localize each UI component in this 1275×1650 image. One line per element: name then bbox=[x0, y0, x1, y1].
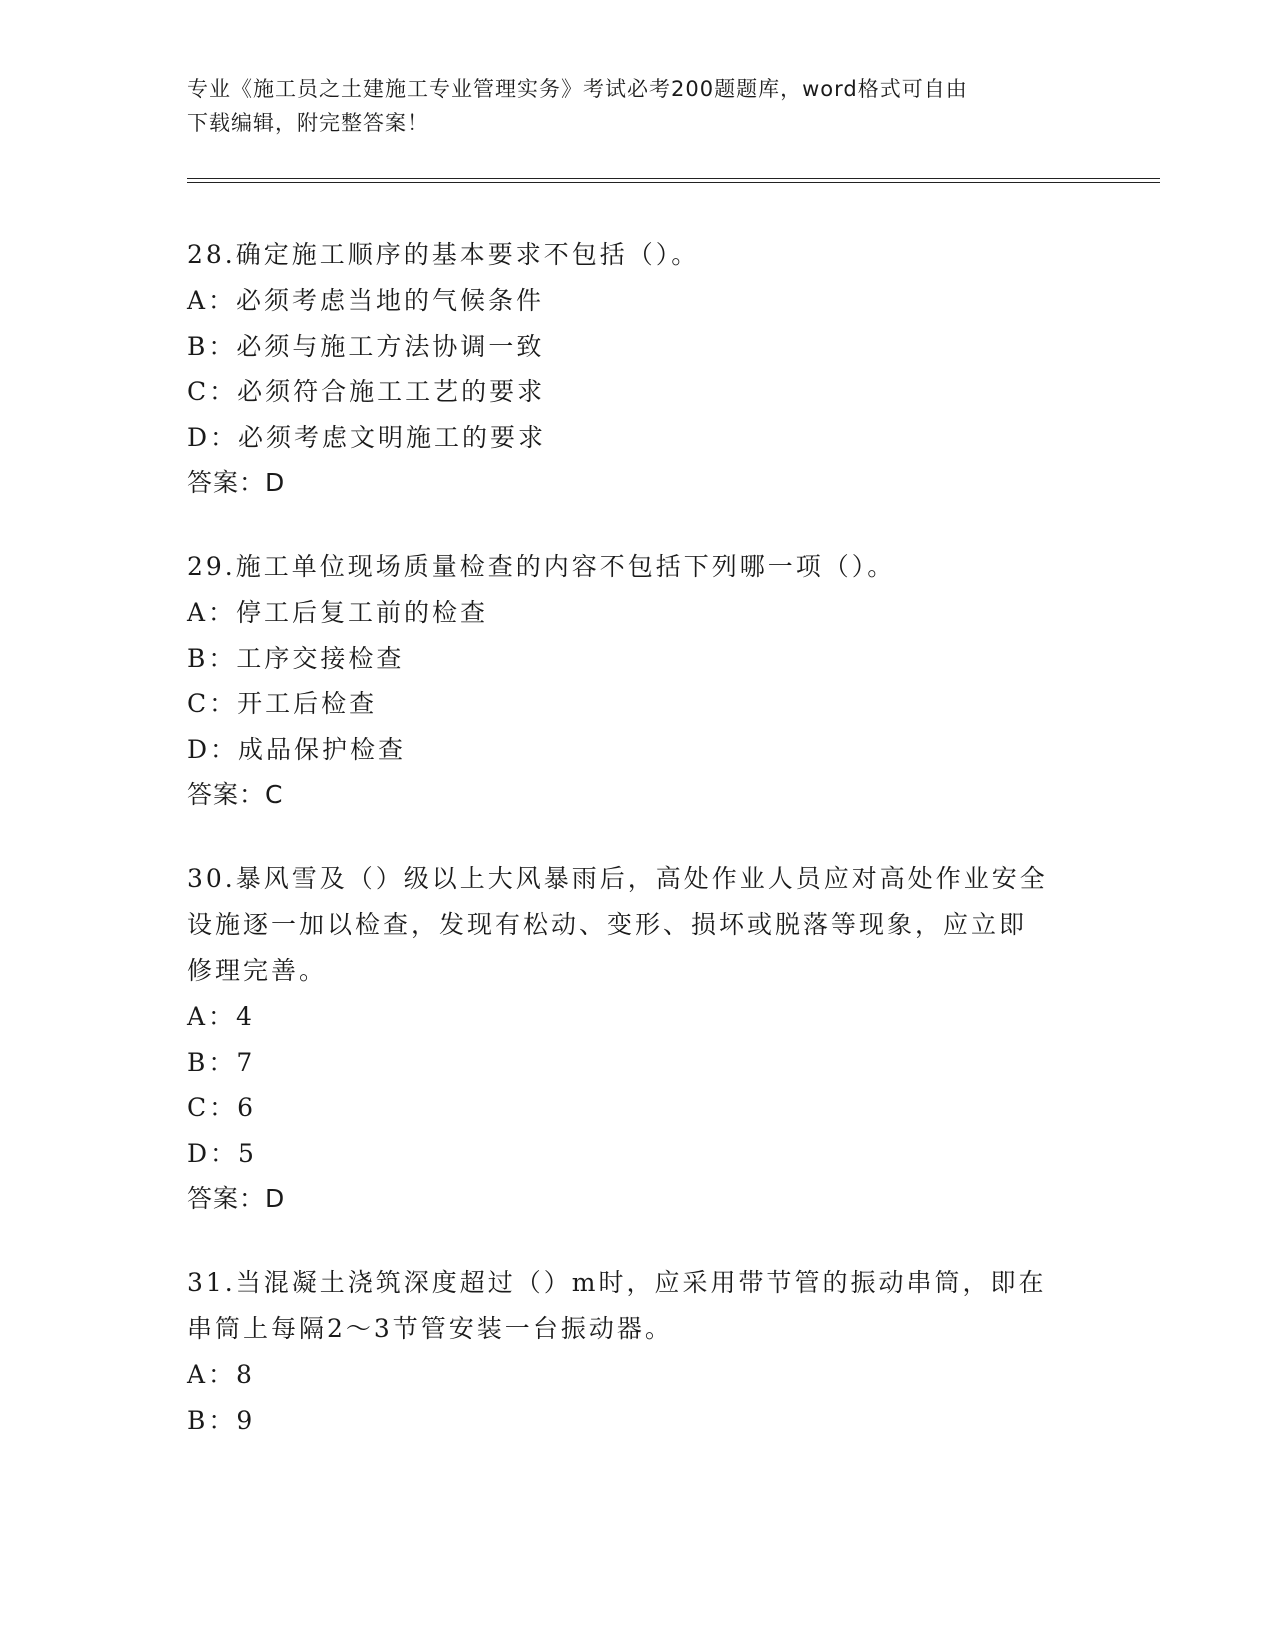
answer: 答案：D bbox=[187, 468, 286, 497]
header-double-rule bbox=[187, 178, 1160, 183]
question-stem-line-3: 修理完善。 bbox=[187, 956, 328, 985]
question-stem-line-2: 设施逐一加以检查，发现有松动、变形、损坏或脱落等现象，应立即 bbox=[187, 910, 1028, 939]
option-a: A：4 bbox=[187, 1002, 255, 1031]
option-a: A：8 bbox=[187, 1360, 255, 1389]
question-stem-line-1: 31.当混凝土浇筑深度超过（）m时，应采用带节管的振动串筒，即在 bbox=[187, 1268, 1047, 1297]
header-line-2: 下载编辑，附完整答案！ bbox=[187, 111, 429, 135]
option-c: C：开工后检查 bbox=[187, 689, 378, 718]
option-d: D：5 bbox=[187, 1138, 257, 1168]
option-b: B：7 bbox=[187, 1047, 256, 1077]
question-list bbox=[187, 232, 1087, 1481]
answer: 答案：D bbox=[187, 1184, 286, 1213]
option-c: C：必须符合施工工艺的要求 bbox=[187, 377, 546, 406]
question-stem: 29.施工单位现场质量检查的内容不包括下列哪一项（）。 bbox=[187, 552, 896, 581]
question-stem-line-1: 30.暴风雪及（）级以上大风暴雨后，高处作业人员应对高处作业安全 bbox=[187, 864, 1048, 893]
question-stem-line-2: 串筒上每隔2～3节管安装一台振动器。 bbox=[187, 1314, 673, 1343]
option-b: B：工序交接检查 bbox=[187, 643, 405, 673]
page-header bbox=[187, 72, 1087, 140]
option-c: C：6 bbox=[187, 1093, 257, 1122]
option-a: A：停工后复工前的检查 bbox=[187, 598, 489, 627]
question-28 bbox=[187, 232, 1087, 506]
option-d: D：成品保护检查 bbox=[187, 734, 407, 764]
question-29 bbox=[187, 544, 1087, 818]
header-line-1: 专业《施工员之土建施工专业管理实务》考试必考200题题库，word格式可自由 bbox=[187, 77, 968, 101]
question-31 bbox=[187, 1260, 1087, 1443]
option-a: A：必须考虑当地的气候条件 bbox=[187, 286, 545, 315]
question-30 bbox=[187, 856, 1087, 1222]
option-b: B：9 bbox=[187, 1405, 256, 1435]
answer: 答案：C bbox=[187, 780, 284, 809]
option-b: B：必须与施工方法协调一致 bbox=[187, 331, 545, 361]
option-d: D：必须考虑文明施工的要求 bbox=[187, 422, 547, 452]
question-stem: 28.确定施工顺序的基本要求不包括（）。 bbox=[187, 240, 700, 269]
